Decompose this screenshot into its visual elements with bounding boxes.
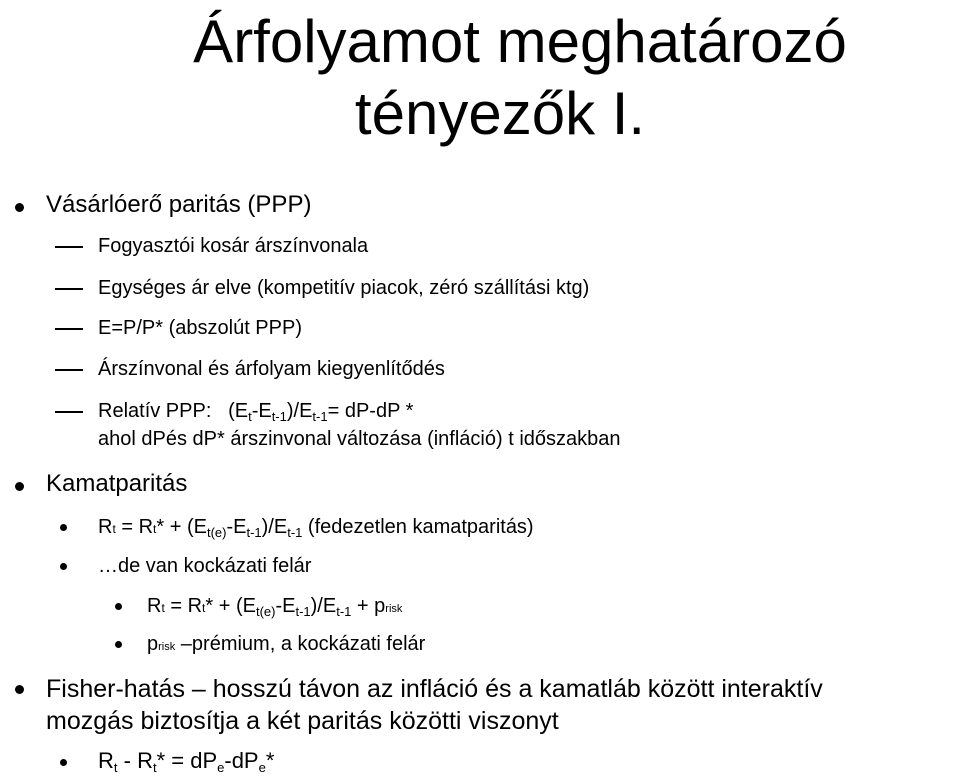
fisher-line-2: mozgás biztosítja a két paritás közötti viszonyt [46, 707, 559, 735]
risk-formula: $Rt = Rt* + (E_{t(e)}-E_{t-1})/E_{t-1}$ + prisk [147, 595, 403, 619]
ppp-item-1: Fogyasztói kosár árszínvonala [98, 235, 369, 257]
slide-title [0, 6, 960, 150]
bullet-dash [55, 246, 83, 248]
relative-ppp-label: Relatív PPP: [98, 400, 212, 422]
fisher-formula: $R_t - R_t* = dP_e-dP_e*$ [98, 748, 275, 775]
relative-ppp-formula: Relatív PPP: $(E_t-E_{t-1})/E_{t-1}= dP-dP$ * [98, 400, 414, 424]
bullet-dot [15, 203, 24, 212]
bullet-dot [15, 685, 24, 694]
bullet-dash [55, 288, 83, 290]
uip-formula: $Rt = Rt* + (E_{t(e)}-E_{t-1})/E_{t-1}$ (fedezetlen kamatparitás) [98, 516, 534, 540]
bullet-dash [55, 369, 83, 371]
bullet-dot [15, 482, 24, 491]
bullet-dot [60, 524, 67, 531]
bullet-dot [60, 759, 67, 766]
risk-heading: …de van kockázati felár [98, 555, 312, 577]
title-line-2: tényezők I. [354, 80, 646, 147]
bullet-dot [115, 641, 122, 648]
title-line-1: Árfolyamot meghatározó [193, 8, 847, 75]
bullet-dash [55, 411, 83, 413]
bullet-dot [60, 563, 67, 570]
bullet-dot [115, 603, 122, 610]
ppp-item-2: Egységes ár elve (kompetitív piacok, zéró szállítási ktg) [98, 277, 590, 299]
bullet-dash [55, 328, 83, 330]
ppp-heading: Vásárlóerő paritás (PPP) [46, 191, 312, 218]
fisher-line-1: Fisher-hatás – hosszú távon az infláció és a kamatláb között interaktív [46, 675, 823, 703]
relative-ppp-explanation: ahol dPés dP* árszinvonal változása (infláció) t időszakban [98, 428, 621, 450]
ppp-item-3: E=P/P* (abszolút PPP) [98, 317, 302, 339]
prisk-definition: prisk –prémium, a kockázati felár [147, 633, 426, 655]
ppp-item-4: Árszínvonal és árfolyam kiegyenlítődés [98, 358, 445, 380]
kamat-heading: Kamatparitás [46, 470, 188, 497]
